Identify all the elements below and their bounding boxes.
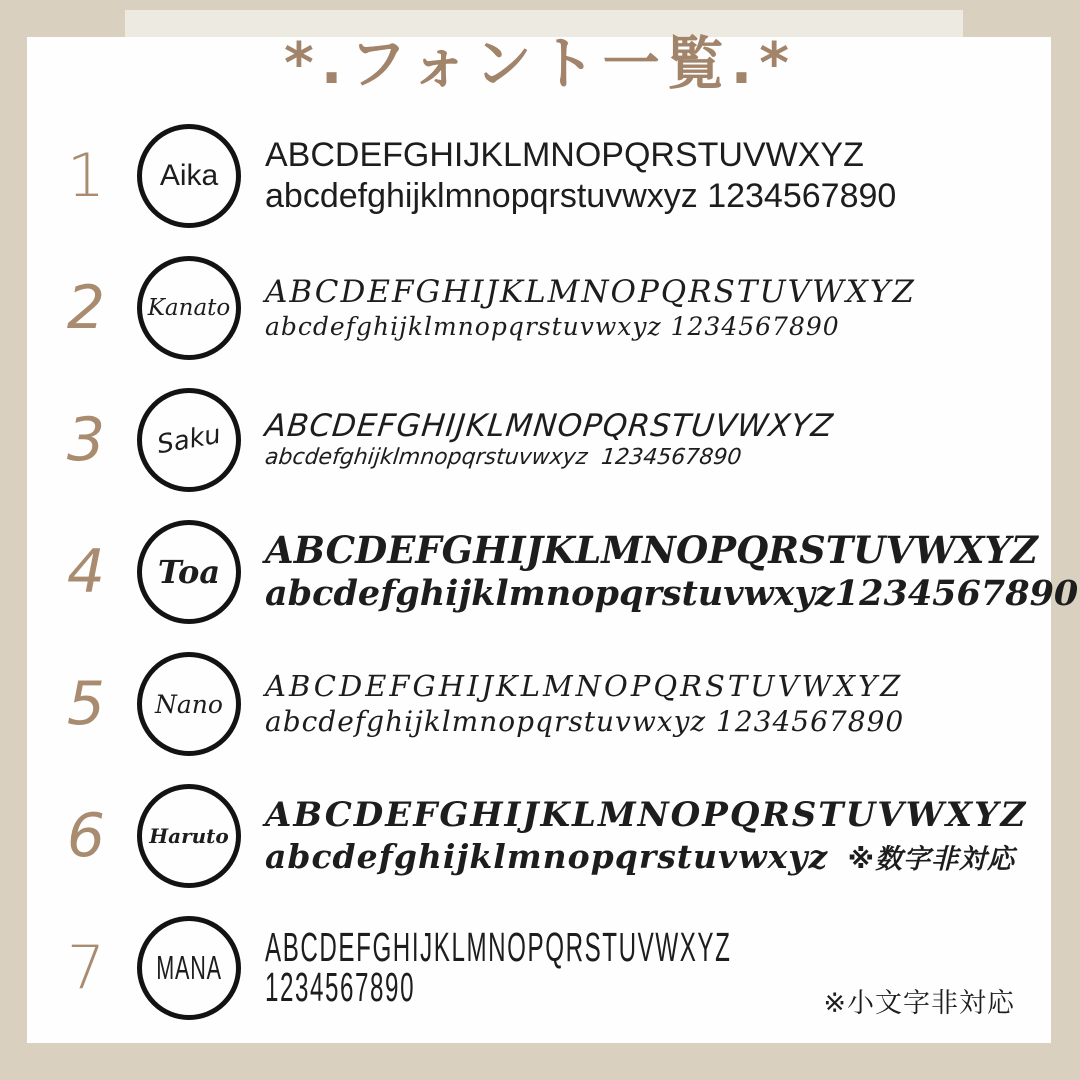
font-name-label: Kanato: [147, 295, 231, 321]
font-name-label: Haruto: [149, 824, 229, 848]
sample-digits: 1234567890: [265, 964, 416, 1011]
font-name-circle: [137, 388, 241, 492]
sample-lowercase-digits: abcdefghijklmnopqrstuvwxyz 1234567890: [263, 445, 743, 471]
font-number: 1: [66, 141, 106, 211]
font-name-circle: [137, 652, 241, 756]
font-samples: [265, 924, 1015, 1019]
font-name-label: Nano: [155, 689, 223, 719]
sample-uppercase: ABCDEFGHIJKLMNOPQRSTUVWXYZ: [265, 795, 1028, 836]
font-number: 6: [66, 801, 106, 871]
font-samples: [265, 408, 1015, 473]
sample-lowercase-digits: abcdefghijklmnopqrstuvwxyz 1234567890: [265, 177, 897, 215]
font-name-label: Saku: [154, 419, 224, 461]
font-name-circle: [137, 256, 241, 360]
font-row-mana: [55, 902, 1015, 1034]
sample-lowercase-digits: abcdefghijklmnopqrstuvwxyz 1234567890: [265, 704, 905, 738]
font-name-label: Aika: [159, 159, 219, 192]
sample-lowercase-digits: abcdefghijklmnopqrstuvwxyz 1234567890: [265, 311, 840, 341]
font-samples: [265, 795, 1028, 877]
font-row-aika: [55, 110, 1015, 242]
font-number: 2: [66, 273, 106, 343]
font-name-label: Toa: [157, 553, 221, 591]
font-row-saku: [55, 374, 1015, 506]
sample-uppercase: ABCDEFGHIJKLMNOPQRSTUVWXYZ: [265, 135, 864, 174]
font-name-circle: [137, 784, 241, 888]
font-number: 4: [66, 537, 106, 607]
page-title: *.フォント一覧.*: [283, 31, 797, 97]
font-number: 7: [66, 933, 106, 1003]
font-name-circle: [137, 124, 241, 228]
font-samples: [265, 135, 1015, 218]
sample-lowercase-digits: abcdefghijklmnopqrstuvwxyz1234567890: [265, 573, 1079, 615]
sample-uppercase: ABCDEFGHIJKLMNOPQRSTUVWXYZ: [265, 273, 916, 310]
font-samples: [265, 669, 1015, 739]
sample-uppercase: ABCDEFGHIJKLMNOPQRSTUVWXYZ: [265, 924, 732, 971]
font-samples: [265, 274, 1015, 342]
font-row-haruto: [55, 770, 1028, 902]
sample-lowercase: abcdefghijklmnopqrstuvwxyz: [265, 836, 829, 876]
font-name-circle: [137, 520, 241, 624]
sample-uppercase: ABCDEFGHIJKLMNOPQRSTUVWXYZ: [265, 528, 1038, 573]
font-row-toa: [55, 506, 1079, 638]
font-rows: [55, 110, 1079, 1034]
font-row-nano: [55, 638, 1015, 770]
font-name-label: MANA: [156, 948, 222, 987]
note-lowercase-unsupported: ※小文字非対応: [823, 988, 1015, 1019]
font-row-kanato: [55, 242, 1015, 374]
note-numbers-unsupported: ※数字非対応: [847, 843, 1015, 875]
font-number: 5: [66, 669, 106, 739]
font-number: 3: [66, 405, 106, 475]
font-name-circle: [137, 916, 241, 1020]
sample-uppercase: ABCDEFGHIJKLMNOPQRSTUVWXYZ: [263, 407, 836, 444]
sample-uppercase: ABCDEFGHIJKLMNOPQRSTUVWXYZ: [265, 669, 904, 704]
font-samples: [265, 528, 1079, 616]
